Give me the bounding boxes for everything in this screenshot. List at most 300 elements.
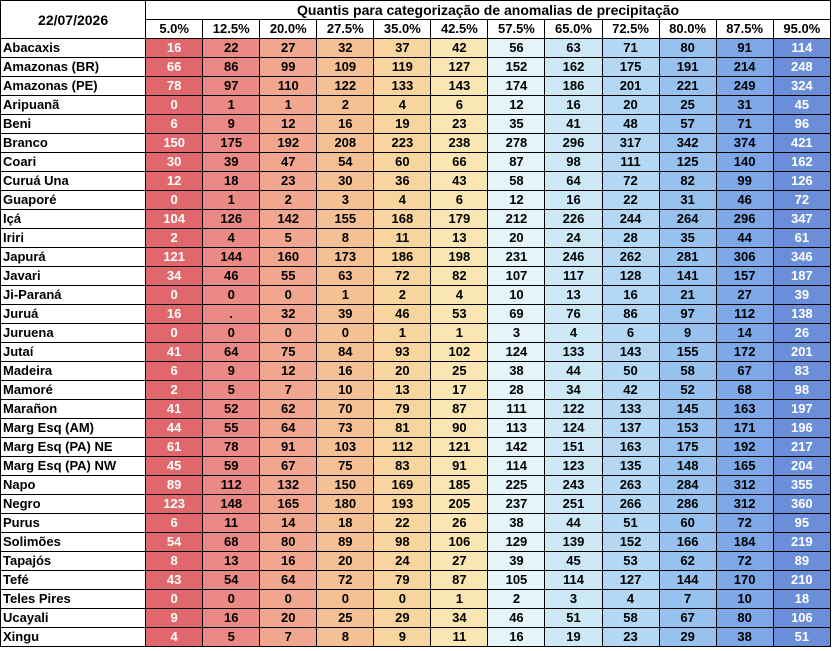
quantile-value-cell: 10 bbox=[317, 381, 374, 400]
quantile-value-cell: 32 bbox=[260, 305, 317, 324]
quantile-value-cell: 64 bbox=[260, 571, 317, 590]
quantile-value-cell: 237 bbox=[488, 495, 545, 514]
quantile-value-cell: 19 bbox=[545, 628, 602, 647]
quantile-value-cell: 187 bbox=[773, 267, 830, 286]
quantile-value-cell: 192 bbox=[716, 438, 773, 457]
quantile-value-cell: 210 bbox=[773, 571, 830, 590]
basin-name: Napo bbox=[1, 476, 146, 495]
quantile-value-cell: 10 bbox=[716, 590, 773, 609]
quantile-value-cell: 317 bbox=[602, 134, 659, 153]
quantile-value-cell: 23 bbox=[602, 628, 659, 647]
quantile-value-cell: 12 bbox=[260, 115, 317, 134]
quantile-value-cell: 43 bbox=[431, 172, 488, 191]
basin-name: Aripuanã bbox=[1, 96, 146, 115]
quantile-value-cell: 163 bbox=[602, 438, 659, 457]
table-row bbox=[1, 96, 831, 115]
quantile-value-cell: 28 bbox=[602, 229, 659, 248]
quantile-value-cell: 360 bbox=[773, 495, 830, 514]
quantile-value-cell: 16 bbox=[317, 362, 374, 381]
quantile-value-cell: 45 bbox=[146, 457, 203, 476]
quantile-value-cell: 82 bbox=[659, 172, 716, 191]
quantile-value-cell: 1 bbox=[317, 286, 374, 305]
quantile-value-cell: 184 bbox=[716, 533, 773, 552]
table-row bbox=[1, 267, 831, 286]
quantile-value-cell: 10 bbox=[488, 286, 545, 305]
quantile-value-cell: 64 bbox=[203, 343, 260, 362]
quantile-value-cell: 23 bbox=[260, 172, 317, 191]
quantile-value-cell: 138 bbox=[773, 305, 830, 324]
quantile-value-cell: 67 bbox=[260, 457, 317, 476]
quantile-value-cell: 46 bbox=[374, 305, 431, 324]
quantile-value-cell: 143 bbox=[431, 77, 488, 96]
quantile-value-cell: 16 bbox=[545, 96, 602, 115]
quantile-value-cell: 2 bbox=[374, 286, 431, 305]
quantile-value-cell: 78 bbox=[203, 438, 260, 457]
quantile-header: 5.0% bbox=[146, 20, 203, 39]
quantile-value-cell: 126 bbox=[203, 210, 260, 229]
quantile-value-cell: 284 bbox=[659, 476, 716, 495]
quantile-value-cell: 137 bbox=[602, 419, 659, 438]
quantile-value-cell: 55 bbox=[203, 419, 260, 438]
quantile-value-cell: 72 bbox=[716, 514, 773, 533]
quantile-value-cell: 98 bbox=[545, 153, 602, 172]
quantile-value-cell: 29 bbox=[659, 628, 716, 647]
quantile-value-cell: 66 bbox=[431, 153, 488, 172]
table-row bbox=[1, 457, 831, 476]
quantile-value-cell: 13 bbox=[545, 286, 602, 305]
quantile-value-cell: 54 bbox=[146, 533, 203, 552]
quantile-value-cell: 12 bbox=[260, 362, 317, 381]
quantile-value-cell: 5 bbox=[260, 229, 317, 248]
table-body bbox=[1, 39, 831, 647]
quantile-value-cell: 102 bbox=[431, 343, 488, 362]
quantile-value-cell: 197 bbox=[773, 400, 830, 419]
quantile-value-cell: 11 bbox=[203, 514, 260, 533]
table-title: Quantis para categorização de anomalias de precipitação bbox=[146, 1, 831, 20]
quantile-value-cell: 99 bbox=[716, 172, 773, 191]
quantile-value-cell: 201 bbox=[602, 77, 659, 96]
quantile-value-cell: 110 bbox=[260, 77, 317, 96]
table-row bbox=[1, 191, 831, 210]
quantile-value-cell: 355 bbox=[773, 476, 830, 495]
quantile-value-cell: 48 bbox=[602, 115, 659, 134]
quantile-value-cell: 46 bbox=[716, 191, 773, 210]
quantile-value-cell: 112 bbox=[203, 476, 260, 495]
quantile-value-cell: 22 bbox=[374, 514, 431, 533]
quantile-value-cell: 106 bbox=[431, 533, 488, 552]
quantile-value-cell: 31 bbox=[659, 191, 716, 210]
quantile-value-cell: 62 bbox=[260, 400, 317, 419]
quantile-value-cell: 79 bbox=[374, 400, 431, 419]
quantile-value-cell: 185 bbox=[431, 476, 488, 495]
quantile-value-cell: 160 bbox=[260, 248, 317, 267]
quantile-value-cell: 114 bbox=[545, 571, 602, 590]
quantile-value-cell: 152 bbox=[488, 58, 545, 77]
quantile-header: 65.0% bbox=[545, 20, 602, 39]
quantile-value-cell: 4 bbox=[602, 590, 659, 609]
quantile-value-cell: 7 bbox=[260, 628, 317, 647]
quantile-value-cell: 58 bbox=[659, 362, 716, 381]
quantile-value-cell: 63 bbox=[317, 267, 374, 286]
quantile-value-cell: 186 bbox=[545, 77, 602, 96]
quantile-value-cell: 163 bbox=[716, 400, 773, 419]
quantile-value-cell: 150 bbox=[317, 476, 374, 495]
quantile-value-cell: 198 bbox=[431, 248, 488, 267]
quantile-value-cell: 30 bbox=[146, 153, 203, 172]
quantile-value-cell: 111 bbox=[602, 153, 659, 172]
basin-name: Amazonas (PE) bbox=[1, 77, 146, 96]
basin-name: Madeira bbox=[1, 362, 146, 381]
quantile-value-cell: 22 bbox=[602, 191, 659, 210]
quantile-value-cell: 142 bbox=[488, 438, 545, 457]
quantile-value-cell: 346 bbox=[773, 248, 830, 267]
quantile-value-cell: 2 bbox=[317, 96, 374, 115]
quantile-value-cell: 55 bbox=[260, 267, 317, 286]
quantile-value-cell: 8 bbox=[317, 628, 374, 647]
quantile-value-cell: 117 bbox=[545, 267, 602, 286]
quantile-value-cell: 89 bbox=[773, 552, 830, 571]
quantile-value-cell: 12 bbox=[488, 191, 545, 210]
quantile-value-cell: 72 bbox=[317, 571, 374, 590]
quantile-value-cell: 133 bbox=[602, 400, 659, 419]
quantile-value-cell: 25 bbox=[431, 362, 488, 381]
quantile-value-cell: 66 bbox=[146, 58, 203, 77]
quantile-value-cell: 56 bbox=[488, 39, 545, 58]
quantile-value-cell: 246 bbox=[545, 248, 602, 267]
quantile-value-cell: 31 bbox=[716, 96, 773, 115]
quantile-value-cell: 9 bbox=[203, 362, 260, 381]
quantile-value-cell: 312 bbox=[716, 476, 773, 495]
quantile-value-cell: 72 bbox=[602, 172, 659, 191]
quantile-value-cell: 3 bbox=[317, 191, 374, 210]
quantile-value-cell: 4 bbox=[374, 191, 431, 210]
quantile-value-cell: 114 bbox=[488, 457, 545, 476]
quantile-value-cell: 13 bbox=[431, 229, 488, 248]
quantile-value-cell: 223 bbox=[374, 134, 431, 153]
quantile-value-cell: 97 bbox=[659, 305, 716, 324]
quantile-value-cell: 83 bbox=[374, 457, 431, 476]
table-row bbox=[1, 438, 831, 457]
quantile-value-cell: 175 bbox=[602, 58, 659, 77]
quantile-value-cell: 82 bbox=[431, 267, 488, 286]
quantile-value-cell: 0 bbox=[146, 286, 203, 305]
basin-name: Beni bbox=[1, 115, 146, 134]
quantile-value-cell: 5 bbox=[203, 381, 260, 400]
quantile-value-cell: 262 bbox=[602, 248, 659, 267]
quantile-value-cell: 374 bbox=[716, 134, 773, 153]
quantile-header: 42.5% bbox=[431, 20, 488, 39]
quantile-value-cell: 175 bbox=[203, 134, 260, 153]
table-row bbox=[1, 419, 831, 438]
basin-name: Curuá Una bbox=[1, 172, 146, 191]
quantile-value-cell: 41 bbox=[146, 343, 203, 362]
quantile-value-cell: 143 bbox=[602, 343, 659, 362]
quantile-value-cell: 6 bbox=[602, 324, 659, 343]
quantile-value-cell: 162 bbox=[773, 153, 830, 172]
table-row bbox=[1, 248, 831, 267]
quantile-value-cell: 41 bbox=[545, 115, 602, 134]
quantile-value-cell: 2 bbox=[146, 381, 203, 400]
quantile-value-cell: 122 bbox=[317, 77, 374, 96]
quantile-value-cell: 128 bbox=[602, 267, 659, 286]
quantile-value-cell: 93 bbox=[374, 343, 431, 362]
table-row bbox=[1, 172, 831, 191]
quantile-value-cell: 87 bbox=[431, 400, 488, 419]
basin-name: Purus bbox=[1, 514, 146, 533]
quantile-value-cell: 20 bbox=[374, 362, 431, 381]
quantile-value-cell: 175 bbox=[659, 438, 716, 457]
quantile-value-cell: 26 bbox=[431, 514, 488, 533]
quantile-value-cell: 133 bbox=[545, 343, 602, 362]
quantile-value-cell: 41 bbox=[146, 400, 203, 419]
quantile-value-cell: 89 bbox=[317, 533, 374, 552]
quantile-value-cell: 25 bbox=[659, 96, 716, 115]
quantile-value-cell: 63 bbox=[545, 39, 602, 58]
basin-name: Marg Esq (PA) NE bbox=[1, 438, 146, 457]
quantile-value-cell: 32 bbox=[317, 39, 374, 58]
quantile-value-cell: 148 bbox=[203, 495, 260, 514]
quantile-value-cell: 83 bbox=[773, 362, 830, 381]
quantile-value-cell: 1 bbox=[260, 96, 317, 115]
quantile-value-cell: 342 bbox=[659, 134, 716, 153]
quantile-value-cell: 75 bbox=[260, 343, 317, 362]
quantile-value-cell: 80 bbox=[659, 39, 716, 58]
quantile-value-cell: 72 bbox=[773, 191, 830, 210]
quantile-value-cell: 61 bbox=[146, 438, 203, 457]
table-row bbox=[1, 571, 831, 590]
quantile-value-cell: 16 bbox=[488, 628, 545, 647]
quantile-value-cell: 44 bbox=[716, 229, 773, 248]
quantile-value-cell: 19 bbox=[374, 115, 431, 134]
table-row bbox=[1, 533, 831, 552]
quantile-value-cell: 124 bbox=[545, 419, 602, 438]
quantile-value-cell: 166 bbox=[659, 533, 716, 552]
quantile-value-cell: 80 bbox=[716, 609, 773, 628]
quantile-value-cell: 73 bbox=[317, 419, 374, 438]
basin-name: Negro bbox=[1, 495, 146, 514]
basin-name: Javari bbox=[1, 267, 146, 286]
table-row bbox=[1, 324, 831, 343]
quantile-value-cell: 53 bbox=[602, 552, 659, 571]
quantile-value-cell: 58 bbox=[488, 172, 545, 191]
quantile-header: 27.5% bbox=[317, 20, 374, 39]
basin-name: Marañon bbox=[1, 400, 146, 419]
quantile-value-cell: 6 bbox=[431, 96, 488, 115]
quantile-value-cell: 36 bbox=[374, 172, 431, 191]
table-row bbox=[1, 39, 831, 58]
quantile-value-cell: 51 bbox=[773, 628, 830, 647]
basin-name: Amazonas (BR) bbox=[1, 58, 146, 77]
quantile-value-cell: 172 bbox=[716, 343, 773, 362]
quantile-value-cell: 42 bbox=[602, 381, 659, 400]
quantile-value-cell: 5 bbox=[203, 628, 260, 647]
quantile-value-cell: 4 bbox=[374, 96, 431, 115]
table-row bbox=[1, 153, 831, 172]
table-row bbox=[1, 400, 831, 419]
quantile-value-cell: 52 bbox=[203, 400, 260, 419]
quantile-value-cell: 141 bbox=[659, 267, 716, 286]
quantile-value-cell: 192 bbox=[260, 134, 317, 153]
quantile-value-cell: 44 bbox=[545, 514, 602, 533]
quantile-value-cell: 2 bbox=[488, 590, 545, 609]
quantile-value-cell: 75 bbox=[317, 457, 374, 476]
basin-name: Içá bbox=[1, 210, 146, 229]
quantile-value-cell: 71 bbox=[602, 39, 659, 58]
quantile-value-cell: 16 bbox=[260, 552, 317, 571]
quantile-value-cell: 155 bbox=[317, 210, 374, 229]
quantile-value-cell: 142 bbox=[260, 210, 317, 229]
date-label: 22/07/2026 bbox=[1, 1, 146, 39]
quantile-value-cell: 225 bbox=[488, 476, 545, 495]
quantile-value-cell: 46 bbox=[203, 267, 260, 286]
quantile-value-cell: 112 bbox=[716, 305, 773, 324]
quantile-value-cell: 16 bbox=[146, 305, 203, 324]
quantile-value-cell: 16 bbox=[602, 286, 659, 305]
quantile-value-cell: 214 bbox=[716, 58, 773, 77]
quantile-value-cell: 12 bbox=[146, 172, 203, 191]
quantile-value-cell: 7 bbox=[260, 381, 317, 400]
quantile-value-cell: 153 bbox=[659, 419, 716, 438]
quantile-value-cell: 122 bbox=[545, 400, 602, 419]
quantile-value-cell: 251 bbox=[545, 495, 602, 514]
table-row bbox=[1, 286, 831, 305]
quantile-value-cell: 39 bbox=[317, 305, 374, 324]
quantile-value-cell: 87 bbox=[431, 571, 488, 590]
quantile-value-cell: 26 bbox=[773, 324, 830, 343]
quantile-value-cell: 191 bbox=[659, 58, 716, 77]
quantile-value-cell: 34 bbox=[431, 609, 488, 628]
quantile-value-cell: 124 bbox=[488, 343, 545, 362]
quantile-value-cell: 127 bbox=[431, 58, 488, 77]
quantile-value-cell: 46 bbox=[488, 609, 545, 628]
quantile-value-cell: 204 bbox=[773, 457, 830, 476]
quantile-value-cell: 86 bbox=[203, 58, 260, 77]
basin-name: Marg Esq (PA) NW bbox=[1, 457, 146, 476]
quantile-value-cell: 27 bbox=[260, 39, 317, 58]
quantile-value-cell: 20 bbox=[488, 229, 545, 248]
table-row bbox=[1, 590, 831, 609]
quantile-value-cell: 173 bbox=[317, 248, 374, 267]
quantile-value-cell: 13 bbox=[203, 552, 260, 571]
quantile-value-cell: 58 bbox=[602, 609, 659, 628]
quantile-value-cell: 62 bbox=[659, 552, 716, 571]
quantile-value-cell: 324 bbox=[773, 77, 830, 96]
basin-name: Branco bbox=[1, 134, 146, 153]
quantile-value-cell: 9 bbox=[203, 115, 260, 134]
basin-name: Solimões bbox=[1, 533, 146, 552]
quantile-value-cell: 39 bbox=[203, 153, 260, 172]
quantile-value-cell: 125 bbox=[659, 153, 716, 172]
table-row bbox=[1, 305, 831, 324]
quantile-value-cell: 6 bbox=[146, 514, 203, 533]
basin-name: Juruena bbox=[1, 324, 146, 343]
quantile-value-cell: 64 bbox=[545, 172, 602, 191]
quantile-value-cell: 17 bbox=[431, 381, 488, 400]
quantile-value-cell: 281 bbox=[659, 248, 716, 267]
table-row bbox=[1, 609, 831, 628]
quantile-value-cell: 7 bbox=[659, 590, 716, 609]
quantile-value-cell: 29 bbox=[374, 609, 431, 628]
quantile-value-cell: 86 bbox=[602, 305, 659, 324]
quantile-value-cell: 47 bbox=[260, 153, 317, 172]
quantile-value-cell: 0 bbox=[203, 286, 260, 305]
quantile-header: 72.5% bbox=[602, 20, 659, 39]
quantile-value-cell: 79 bbox=[374, 571, 431, 590]
quantile-value-cell: 0 bbox=[146, 96, 203, 115]
quantile-value-cell: 14 bbox=[716, 324, 773, 343]
quantile-value-cell: 98 bbox=[773, 381, 830, 400]
quantile-value-cell: 263 bbox=[602, 476, 659, 495]
quantile-value-cell: 174 bbox=[488, 77, 545, 96]
quantile-value-cell: 296 bbox=[545, 134, 602, 153]
quantile-value-cell: 248 bbox=[773, 58, 830, 77]
quantile-value-cell: 71 bbox=[716, 115, 773, 134]
quantile-header: 80.0% bbox=[659, 20, 716, 39]
quantile-value-cell: 169 bbox=[374, 476, 431, 495]
quantile-value-cell: 72 bbox=[374, 267, 431, 286]
quantile-value-cell: 60 bbox=[374, 153, 431, 172]
quantile-value-cell: 9 bbox=[374, 628, 431, 647]
quantile-value-cell: 87 bbox=[488, 153, 545, 172]
quantile-value-cell: 1 bbox=[203, 96, 260, 115]
quantile-value-cell: 0 bbox=[317, 324, 374, 343]
quantile-value-cell: 28 bbox=[488, 381, 545, 400]
quantile-value-cell: 312 bbox=[716, 495, 773, 514]
quantile-value-cell: 347 bbox=[773, 210, 830, 229]
basin-name: Guaporé bbox=[1, 191, 146, 210]
table-row bbox=[1, 134, 831, 153]
table-row bbox=[1, 381, 831, 400]
quantile-value-cell: 6 bbox=[146, 115, 203, 134]
quantile-value-cell: 168 bbox=[374, 210, 431, 229]
quantile-value-cell: 70 bbox=[317, 400, 374, 419]
quantile-value-cell: 61 bbox=[773, 229, 830, 248]
quantile-value-cell: 0 bbox=[146, 324, 203, 343]
quantile-value-cell: . bbox=[203, 305, 260, 324]
quantile-header: 95.0% bbox=[773, 20, 830, 39]
quantile-header: 20.0% bbox=[260, 20, 317, 39]
quantile-value-cell: 121 bbox=[431, 438, 488, 457]
quantile-value-cell: 123 bbox=[545, 457, 602, 476]
quantile-value-cell: 135 bbox=[602, 457, 659, 476]
quantile-value-cell: 68 bbox=[203, 533, 260, 552]
quantile-value-cell: 208 bbox=[317, 134, 374, 153]
basin-name: Juruá bbox=[1, 305, 146, 324]
quantile-value-cell: 205 bbox=[431, 495, 488, 514]
quantile-value-cell: 67 bbox=[659, 609, 716, 628]
quantile-value-cell: 1 bbox=[431, 590, 488, 609]
table-row bbox=[1, 495, 831, 514]
quantile-value-cell: 217 bbox=[773, 438, 830, 457]
quantile-value-cell: 80 bbox=[260, 533, 317, 552]
quantile-value-cell: 16 bbox=[146, 39, 203, 58]
quantile-value-cell: 90 bbox=[431, 419, 488, 438]
quantile-value-cell: 107 bbox=[488, 267, 545, 286]
quantile-value-cell: 91 bbox=[431, 457, 488, 476]
basin-name: Tefé bbox=[1, 571, 146, 590]
quantile-value-cell: 44 bbox=[146, 419, 203, 438]
quantile-value-cell: 105 bbox=[488, 571, 545, 590]
quantile-value-cell: 106 bbox=[773, 609, 830, 628]
quantile-value-cell: 266 bbox=[602, 495, 659, 514]
quantile-value-cell: 54 bbox=[317, 153, 374, 172]
basin-name: Mamoré bbox=[1, 381, 146, 400]
quantile-value-cell: 37 bbox=[374, 39, 431, 58]
quantile-value-cell: 2 bbox=[260, 191, 317, 210]
quantile-value-cell: 43 bbox=[146, 571, 203, 590]
quantile-value-cell: 132 bbox=[260, 476, 317, 495]
quantile-value-cell: 39 bbox=[773, 286, 830, 305]
